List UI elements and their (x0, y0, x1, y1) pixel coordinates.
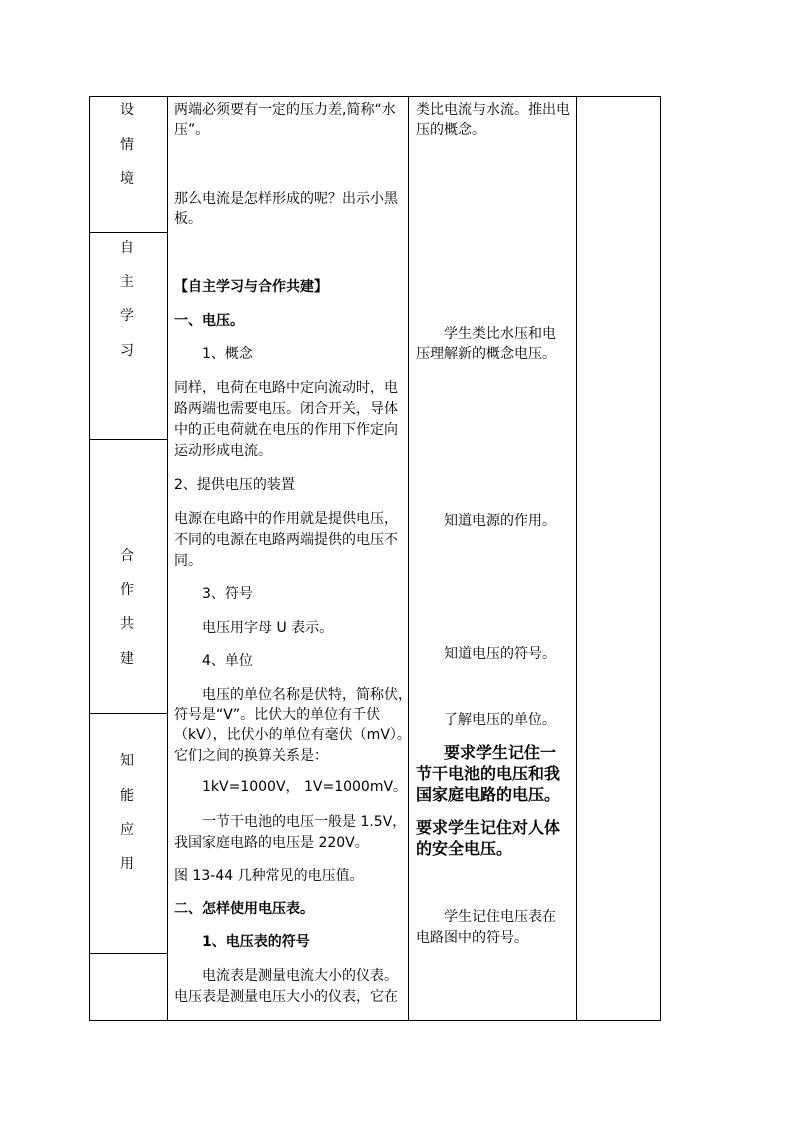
stage-label-char: 习 (120, 343, 134, 359)
student-activity-line: 压理解新的概念电压。 (416, 346, 556, 362)
student-activity-line: 压的概念。 (416, 122, 486, 138)
content-line: 压”。 (174, 122, 210, 138)
stage-label-char: 设 (120, 102, 134, 118)
row-divider-4 (89, 953, 167, 954)
content-line: 同样，电荷在电路中定向流动时，电 (174, 380, 398, 396)
student-requirement-line: 节干电池的电压和我 (416, 764, 561, 783)
stage-label-char: 应 (120, 822, 134, 838)
content-line: 电流表是测量电流大小的仪表。 (202, 968, 398, 984)
section-heading: 1、电压表的符号 (202, 934, 310, 950)
student-requirement-line: 要求学生记住一 (444, 743, 557, 762)
content-line: 同。 (174, 553, 202, 569)
section-heading: 【自主学习与合作共建】 (174, 279, 328, 295)
stage-label-char: 能 (120, 788, 134, 804)
content-line: 它们之间的换算关系是： (174, 748, 328, 764)
section-heading: 二、怎样使用电压表。 (174, 901, 314, 917)
content-line: 电压用字母 U 表示。 (202, 620, 334, 636)
content-line: 电源在电路中的作用就是提供电压， (174, 511, 398, 527)
table-column-divider-3 (576, 96, 577, 1021)
content-line: 板。 (174, 211, 202, 227)
content-line: 4、单位 (202, 653, 253, 669)
student-requirement-line: 的安全电压。 (416, 839, 513, 858)
stage-label-char: 主 (120, 274, 134, 290)
content-line: 我国家庭电路的电压是 220V。 (174, 835, 369, 851)
student-activity-line: 学生类比水压和电 (444, 326, 556, 342)
student-activity-line: 知道电压的符号。 (444, 646, 556, 662)
student-requirement-line: 要求学生记住对人体 (416, 818, 561, 837)
stage-label-char: 合 (120, 548, 134, 564)
row-divider-1 (89, 232, 167, 233)
stage-label-char: 学 (120, 308, 134, 324)
content-line: 符号是“V”。比伏大的单位有千伏 (174, 707, 381, 723)
table-border-left (89, 96, 90, 1021)
student-activity-line: 学生记住电压表在 (444, 909, 556, 925)
content-line: 2、提供电压的装置 (174, 477, 295, 493)
table-column-divider-1 (167, 96, 168, 1021)
row-divider-2 (89, 439, 167, 440)
stage-label-char: 知 (120, 753, 134, 769)
stage-label-char: 境 (120, 171, 134, 187)
student-activity-line: 类比电流与水流。推出电 (416, 102, 570, 118)
content-line: （kV），比伏小的单位有毫伏（mV）。 (174, 727, 411, 743)
content-line: 1、概念 (202, 346, 253, 362)
content-line: 电压表是测量电压大小的仪表，它在 (174, 989, 398, 1005)
content-line: 1kV=1000V， 1V=1000mV。 (202, 779, 408, 795)
student-requirement-line: 国家庭电路的电压。 (416, 785, 561, 804)
content-line: 运动形成电流。 (174, 443, 272, 459)
content-line: 两端必须要有一定的压力差,简称“水 (174, 102, 396, 118)
content-line: 3、符号 (202, 586, 253, 602)
stage-label-char: 作 (120, 582, 134, 598)
content-line: 图 13-44 几种常见的电压值。 (174, 868, 364, 884)
content-line: 电压的单位名称是伏特，简称伏， (202, 687, 412, 703)
content-line: 路两端也需要电压。闭合开关，导体 (174, 401, 398, 417)
student-activity-line: 了解电压的单位。 (444, 712, 556, 728)
stage-label-char: 情 (120, 137, 134, 153)
content-line: 一节干电池的电压一般是 1.5V， (202, 814, 407, 830)
content-line: 那么电流是怎样形成的呢？出示小黑 (174, 191, 398, 207)
stage-label-char: 共 (120, 616, 134, 632)
student-activity-line: 知道电源的作用。 (444, 513, 556, 529)
row-divider-3 (89, 713, 167, 714)
stage-label-char: 建 (120, 651, 134, 667)
content-line: 不同的电源在电路两端提供的电压不 (174, 532, 398, 548)
stage-label-char: 用 (120, 856, 134, 872)
stage-label-char: 自 (120, 240, 134, 256)
section-heading: 一、电压。 (174, 313, 244, 329)
student-activity-line: 电路图中的符号。 (416, 930, 528, 946)
table-border-right (660, 96, 661, 1021)
content-line: 中的正电荷就在电压的作用下作定向 (174, 422, 398, 438)
table-column-divider-2 (408, 96, 409, 1021)
